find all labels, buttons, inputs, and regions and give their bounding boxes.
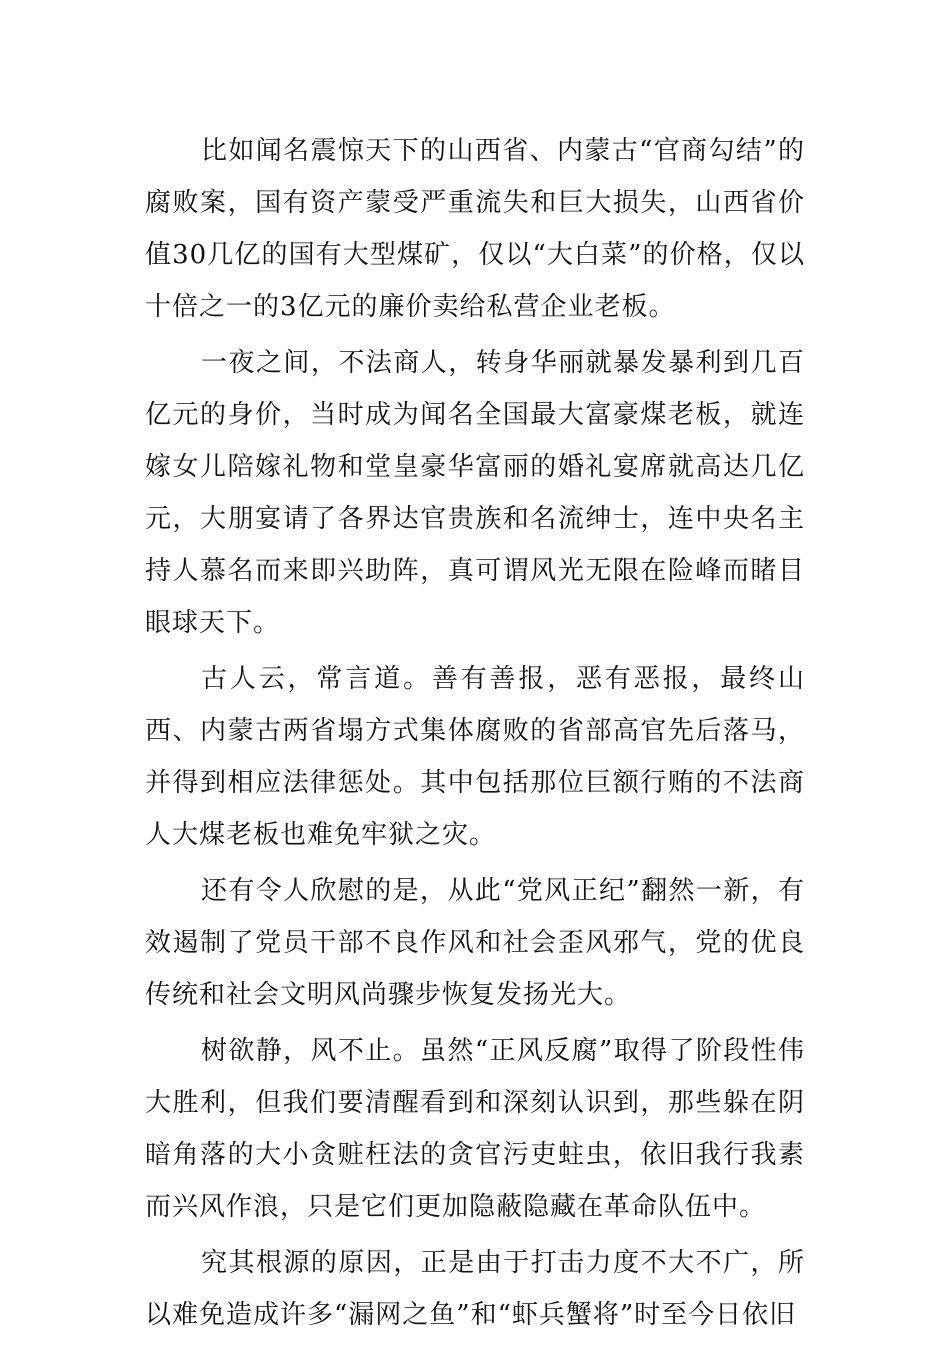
- paragraph-6: 究其根源的原因，正是由于打击力度不大不广，所以难免造成许多“漏网之鱼”和“虾兵蟹将”时至今日依旧: [145, 1248, 805, 1330]
- paragraph-2: 一夜之间，不法商人，转身华丽就暴发暴利到几百亿元的身价，当时成为闻名全国最大富豪煤老板，就连嫁女儿陪嫁礼物和堂皇豪华富丽的婚礼宴席就高达几亿元，大朋宴请了各界达官贵族和名流绅士，连中央名主持人慕名而来即兴助阵，真可谓风光无限在险峰而睹目眼球天下。: [145, 348, 805, 638]
- document-body: [145, 125, 805, 1345]
- paragraph-3: 古人云，常言道。善有善报，恶有恶报，最终山西、内蒙古两省塌方式集体腐败的省部高官先后落马，并得到相应法律惩处。其中包括那位巨额行贿的不法商人大煤老板也难免牢狱之灾。: [145, 664, 805, 850]
- paragraph-4: 还有令人欣慰的是，从此“党风正纪”翻然一新，有效遏制了党员干部不良作风和社会歪风邪气，党的优良传统和社会文明风尚骤步恢复发扬光大。: [145, 876, 805, 1010]
- paragraph-1: 比如闻名震惊天下的山西省、内蒙古“官商勾结”的腐败案，国有资产蒙受严重流失和巨大损失，山西省价值30几亿的国有大型煤矿，仅以“大白菜”的价格，仅以十倍之一的3亿元的廉价卖给私营企业老板。: [145, 136, 805, 322]
- paragraph-5: 树欲静，风不止。虽然“正风反腐”取得了阶段性伟大胜利，但我们要清醒看到和深刻认识到，那些躲在阴暗角落的大小贪赃枉法的贪官污吏蛀虫，依旧我行我素而兴风作浪，只是它们更加隐蔽隐藏在革命队伍中。: [145, 1036, 805, 1222]
